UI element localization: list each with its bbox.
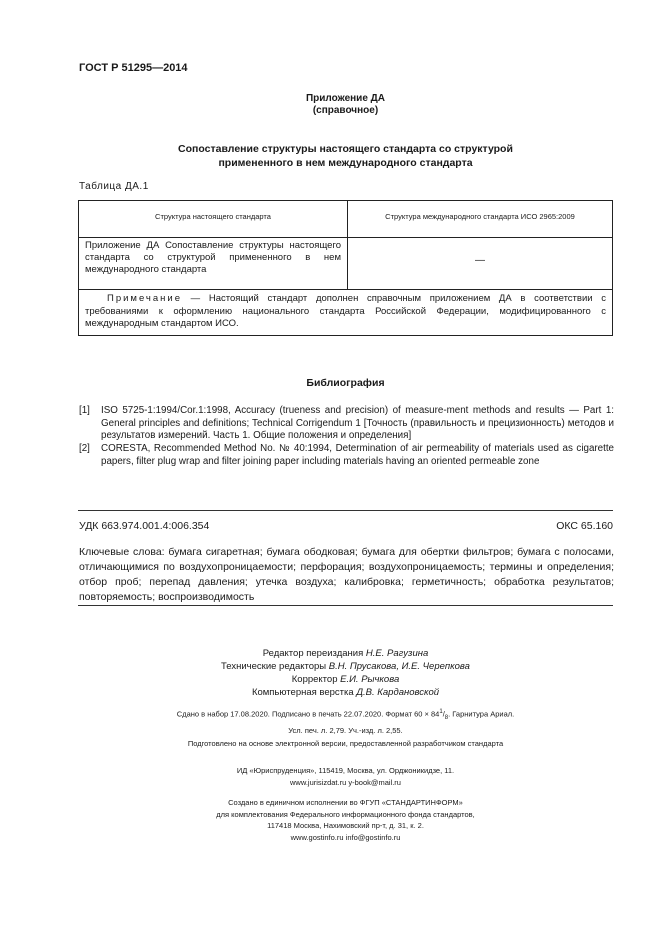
oks-code: ОКС 65.160 [556,520,613,532]
print-info-source: Подготовлено на основе электронной версии, предоставленной разработчиком стандарта [187,739,504,748]
producer-line3: 117418 Москва, Нахимовский пр-т, д. 31, к. 2. [267,821,424,830]
print-info-line1: Сдано в набор 17.08.2020. Подписано в печать 22.07.2020. Формат $60 \times 84^1/_8$. Гарнитура Ариал. [176,709,515,721]
table-caption: Таблица ДА.1 [79,181,149,192]
publisher-info [78,765,613,788]
bibliography-item-text: ISO 5725-1:1994/Cor.1:1998, Accuracy (trueness and precision) of measure-ment methods and results — Part 1: General principles and definitions; Technical Corrigendum 1 [Точность (правильность и прецизионность) методов и результатов измерений. Часть 1. Общие положения и определения] [101,405,614,441]
table-cell-left: Приложение ДА Сопоставление структуры настоящего стандарта со структурой примененного в нем международного стандарта [85,240,341,275]
bibliography-item-text: CORESTA, Recommended Method No. № 40:1994, Determination of air permeability of materials used as cigarette papers, filter plug wrap and filter joining paper including materials having an oriented permeable zone [101,443,614,467]
credit-corrector: Корректор Е.И. Рычкова [291,674,400,685]
table-divider [347,201,348,289]
divider-top [78,510,613,511]
producer-line1: Создано в единичном исполнении во ФГУП «СТАНДАРТИНФОРМ» [228,798,463,807]
publisher-contacts: www.jurisizdat.ru y-book@mail.ru [290,777,401,787]
divider-bottom [78,605,613,606]
keywords: Ключевые слова: бумага сигаретная; бумага ободковая; бумага для обертки фильтров; бумага с полосами, отличающимися по воздухопроницаемости; перфорация; воздухопроницаемость; термины и определения; отбор проб; перепад давления; утечка воздуха; калибровка; герметичность; обработка результатов; повторяемость; воспроизводимость [79,546,614,603]
document-id: ГОСТ Р 51295—2014 [79,62,188,74]
producer-line4: www.gostinfo.ru info@gostinfo.ru [290,832,401,842]
table-note [85,293,606,331]
publisher-address: ИД «Юриспруденция», 115419, Москва, ул. Орджоникидзе, 11. [236,766,455,775]
table-header-col2: Структура международного стандарта ИСО 2965:2009 [385,212,575,221]
table-header-row [79,201,612,238]
table-cell-right: — [475,255,485,266]
print-info [78,707,613,736]
credit-tech-editors: Технические редакторы В.Н. Прусакова, И.Е. Черепкова [221,661,470,672]
producer-info [78,797,613,843]
annex-heading-line2: примененного в нем международного стандарта [218,157,473,169]
table-header-col1: Структура настоящего стандарта [155,212,271,221]
annex-title: Приложение ДА [305,93,386,104]
credits [78,647,613,699]
comparison-table [78,200,613,336]
credit-editor: Редактор переиздания Н.Е. Рагузина [262,648,429,659]
annex-heading-line1: Сопоставление структуры настоящего стандарта со структурой [178,143,513,155]
bibliography-item-number: [1] [79,405,90,416]
annex-subtitle: (справочное) [312,105,379,116]
note-text: — Настоящий стандарт дополнен справочным приложением ДА в соответствии с требованиями к оформлению национального стандарта Российской Федерации, модифицированного с международным стандартом ИСО. [85,293,606,329]
annex-heading [78,142,613,170]
producer-line2: для комплектования Федерального информационного фонда стандартов, [216,809,475,819]
print-info-line2: Усл. печ. л. 2,79. Уч.-изд. л. 2,55. [288,725,403,735]
credit-layout: Компьютерная верстка Д.В. Кардановской [251,687,440,698]
bibliography-item-number: [2] [79,443,90,454]
note-label: Примечание [107,293,182,304]
udc-code: УДК 663.974.001.4:006.354 [79,520,210,532]
bibliography-title: Библиография [306,377,385,389]
table-row [79,237,612,290]
